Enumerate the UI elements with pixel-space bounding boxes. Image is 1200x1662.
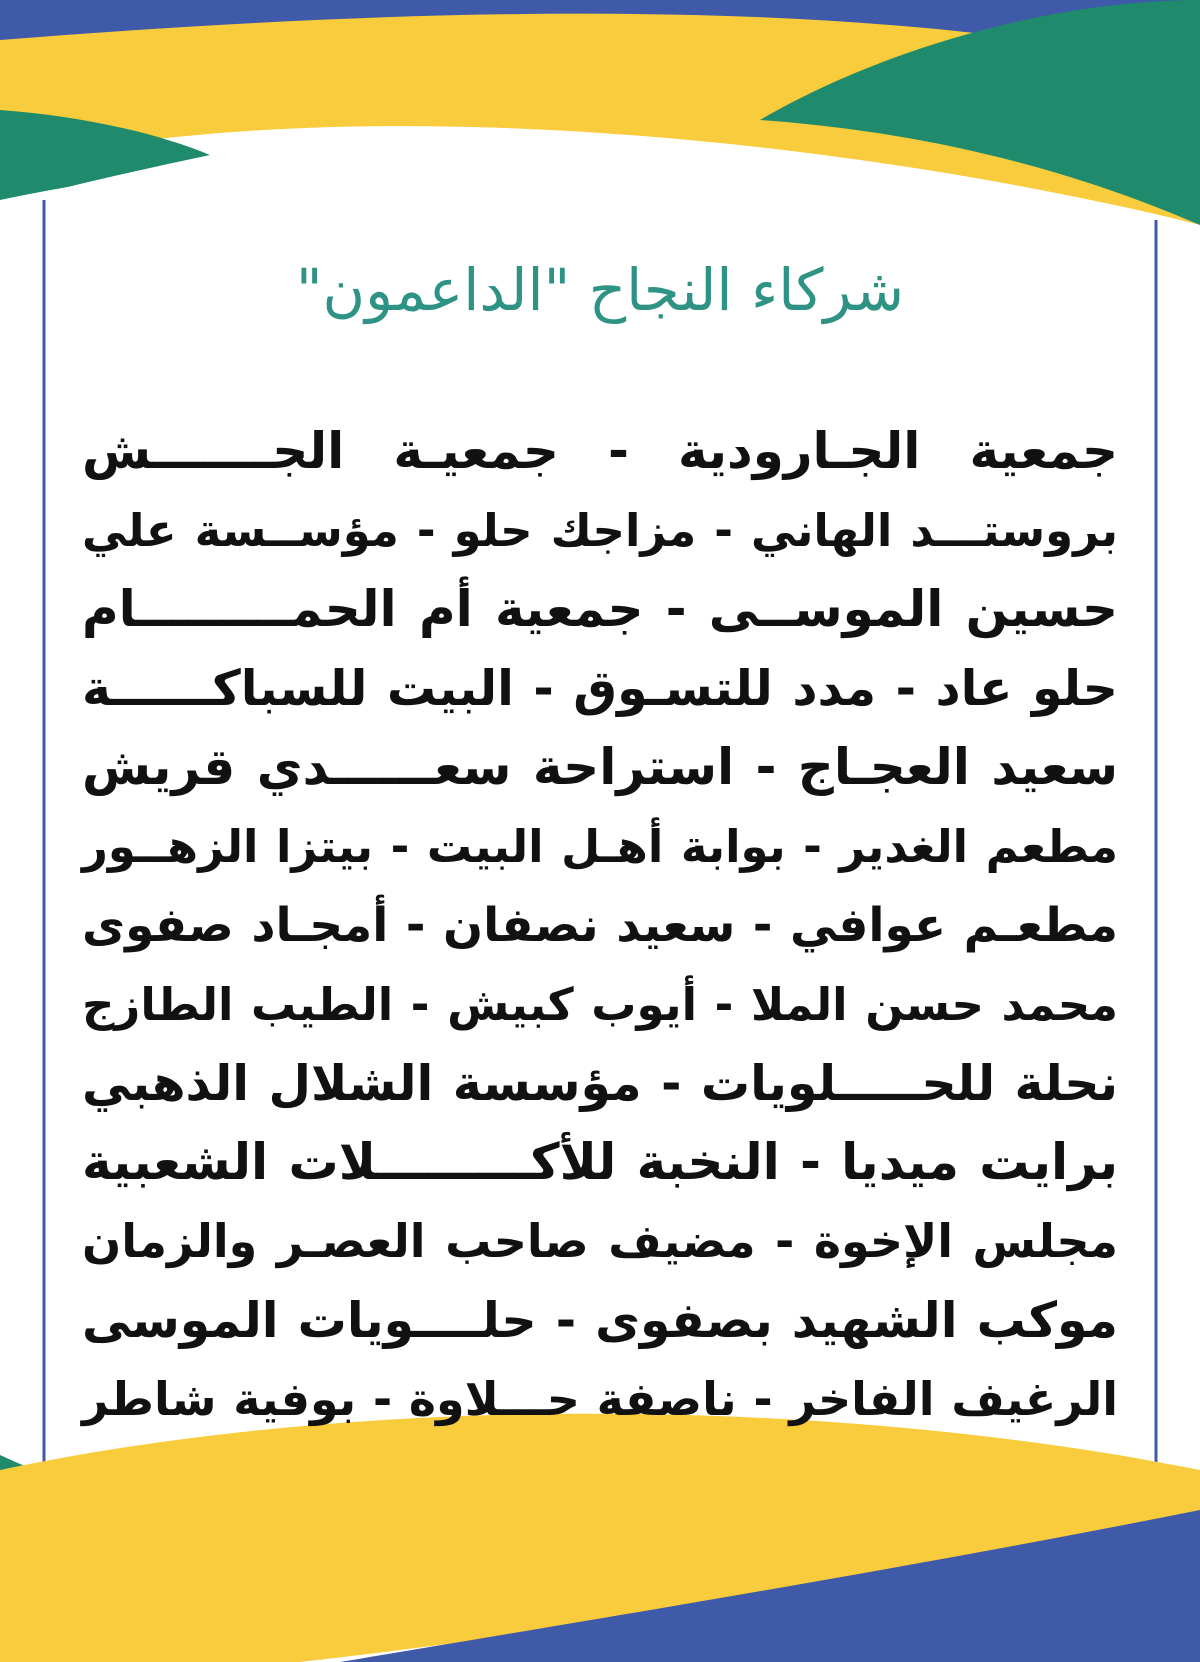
partners-list — [82, 412, 1118, 1439]
page-title: شركاء النجاح "الداعمون" — [295, 256, 905, 324]
partner-line: مطعـم عوافي - سعيد نصفان - أمجـاد صفوى — [82, 898, 1118, 953]
partner-line: برايت ميديا - النخبة للأكـــــــــلات الشعبية — [82, 1133, 1118, 1191]
partner-line: موكب الشهيد بصفوى - حلــــويات الموسى — [82, 1292, 1118, 1349]
partner-line: الرغيف الفاخر - ناصفة حـــلاوة - بوفية شاطر — [82, 1372, 1118, 1426]
partner-line: محمد حسن الملا - أيوب كبيش - الطيب الطازج — [82, 978, 1118, 1031]
partner-line: حلو عاد - مدد للتسـوق - البيت للسباكــــــة — [82, 660, 1118, 717]
partner-line: مجلس الإخوة - مضيف صاحب العصـر والزمان — [82, 1214, 1118, 1268]
partner-line: مطعم الغدير - بوابة أهـل البيت - بيتزا الزهــور — [82, 820, 1118, 873]
partner-line: سعيد العجـاج - استراحة سعــــــدي قريش — [82, 738, 1118, 796]
partner-line: حسين الموســى - جمعية أم الحمـــــــــام — [82, 580, 1118, 638]
partner-line: جمعية الجـارودية - جمعيـة الجـــــــش — [82, 422, 1118, 480]
partner-line: نحلة للحـــــلويات - مؤسسة الشلال الذهبي — [82, 1055, 1118, 1112]
partner-line: بروستـــد الهاني - مزاجك حلو - مؤســسة علي — [82, 504, 1118, 557]
